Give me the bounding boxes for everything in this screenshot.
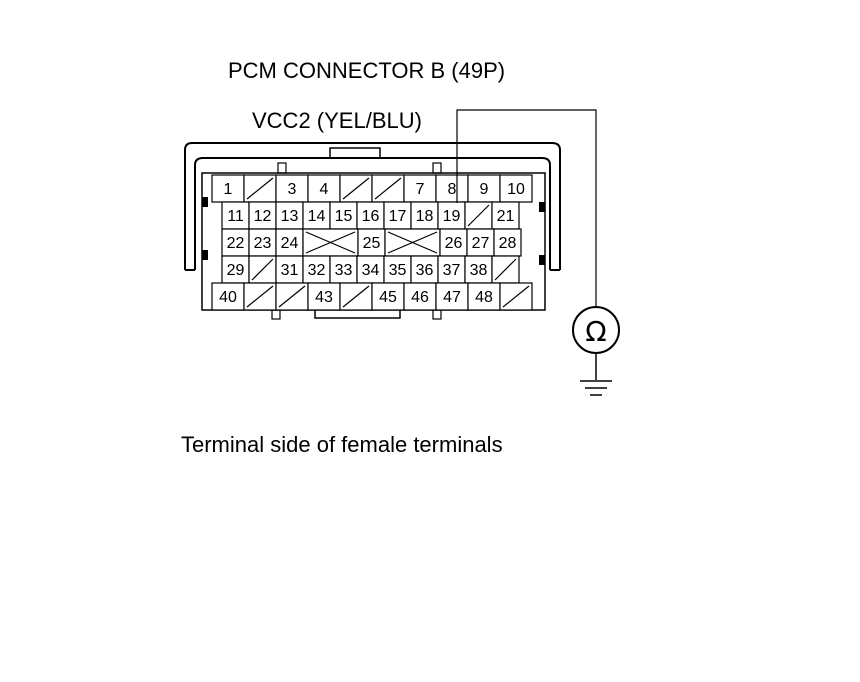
terminal-number: 27 (471, 235, 490, 252)
terminal-number: 33 (334, 262, 353, 279)
blank-terminal (244, 283, 276, 310)
terminal-38 (465, 256, 492, 283)
blank-terminal (465, 202, 492, 229)
terminal-number: 4 (319, 181, 329, 198)
ohmmeter-symbol: Ω (585, 315, 607, 348)
terminal-28 (494, 229, 521, 256)
side-clip (539, 202, 545, 212)
terminal-22 (222, 229, 249, 256)
terminal-3 (276, 175, 308, 202)
terminal-13 (276, 202, 303, 229)
terminal-number: 48 (475, 289, 493, 306)
housing-tab (433, 163, 441, 173)
terminal-number: 26 (444, 235, 463, 252)
terminal-number: 40 (219, 289, 237, 306)
terminal-32 (303, 256, 330, 283)
bottom-tab (272, 310, 280, 319)
blank-terminal (244, 175, 276, 202)
blank-terminal-cross (303, 229, 358, 256)
blank-terminal (276, 283, 308, 310)
terminal-48 (468, 283, 500, 310)
terminal-number: 13 (280, 208, 299, 225)
side-clip (202, 250, 208, 260)
terminal-24 (276, 229, 303, 256)
connector-title: PCM CONNECTOR B (49P) (228, 58, 506, 83)
terminal-14 (303, 202, 330, 229)
terminal-19 (438, 202, 465, 229)
terminal-43 (308, 283, 340, 310)
terminal-number: 3 (287, 181, 297, 198)
terminal-number: 14 (307, 208, 326, 225)
terminal-number: 16 (361, 208, 380, 225)
housing-tab (278, 163, 286, 173)
terminal-number: 21 (496, 208, 515, 225)
terminal-18 (411, 202, 438, 229)
terminal-number: 15 (334, 208, 353, 225)
blank-terminal (340, 175, 372, 202)
terminal-8 (436, 175, 468, 202)
terminal-number: 43 (315, 289, 333, 306)
terminal-number: 37 (442, 262, 461, 279)
terminal-21 (492, 202, 519, 229)
terminal-11 (222, 202, 249, 229)
blank-terminal (340, 283, 372, 310)
terminal-number: 8 (447, 181, 457, 198)
terminal-17 (384, 202, 411, 229)
terminal-number: 12 (253, 208, 272, 225)
side-clip (539, 255, 545, 265)
side-clip (202, 197, 208, 207)
terminal-1 (212, 175, 244, 202)
terminal-number: 47 (443, 289, 461, 306)
terminal-7 (404, 175, 436, 202)
terminal-47 (436, 283, 468, 310)
connector-latch (330, 148, 380, 158)
terminal-number: 29 (226, 262, 245, 279)
terminal-37 (438, 256, 465, 283)
terminal-29 (222, 256, 249, 283)
blank-terminal (249, 256, 276, 283)
terminal-number: 11 (227, 208, 244, 225)
terminal-number: 31 (280, 262, 299, 279)
terminal-number: 35 (388, 262, 407, 279)
terminal-45 (372, 283, 404, 310)
terminal-number: 9 (479, 181, 489, 198)
terminal-46 (404, 283, 436, 310)
terminal-grid (212, 175, 532, 310)
terminal-number: 25 (362, 235, 381, 252)
terminal-number: 24 (280, 235, 299, 252)
bottom-tab (433, 310, 441, 319)
terminal-number: 19 (442, 208, 461, 225)
terminal-number: 36 (415, 262, 434, 279)
terminal-4 (308, 175, 340, 202)
terminal-10 (500, 175, 532, 202)
terminal-25 (358, 229, 385, 256)
terminal-35 (384, 256, 411, 283)
terminal-27 (467, 229, 494, 256)
terminal-number: 45 (379, 289, 397, 306)
terminal-number: 38 (469, 262, 488, 279)
terminal-number: 7 (415, 181, 425, 198)
terminal-36 (411, 256, 438, 283)
bottom-key (315, 310, 400, 318)
terminal-9 (468, 175, 500, 202)
blank-terminal (372, 175, 404, 202)
terminal-15 (330, 202, 357, 229)
terminal-number: 32 (307, 262, 326, 279)
terminal-26 (440, 229, 467, 256)
terminal-23 (249, 229, 276, 256)
blank-terminal (500, 283, 532, 310)
terminal-number: 34 (361, 262, 380, 279)
wire-label: VCC2 (YEL/BLU) (252, 108, 422, 133)
terminal-number: 22 (226, 235, 245, 252)
terminal-number: 1 (223, 181, 233, 198)
terminal-16 (357, 202, 384, 229)
blank-terminal (492, 256, 519, 283)
terminal-number: 17 (388, 208, 407, 225)
terminal-number: 23 (253, 235, 272, 252)
terminal-31 (276, 256, 303, 283)
ohmmeter-icon (573, 307, 619, 353)
terminal-40 (212, 283, 244, 310)
terminal-number: 28 (498, 235, 517, 252)
terminal-side-caption: Terminal side of female terminals (181, 432, 503, 457)
terminal-number: 18 (415, 208, 434, 225)
terminal-34 (357, 256, 384, 283)
ground-icon (580, 353, 612, 395)
terminal-12 (249, 202, 276, 229)
terminal-number: 10 (507, 181, 525, 198)
terminal-number: 46 (411, 289, 429, 306)
blank-terminal-cross (385, 229, 440, 256)
terminal-33 (330, 256, 357, 283)
